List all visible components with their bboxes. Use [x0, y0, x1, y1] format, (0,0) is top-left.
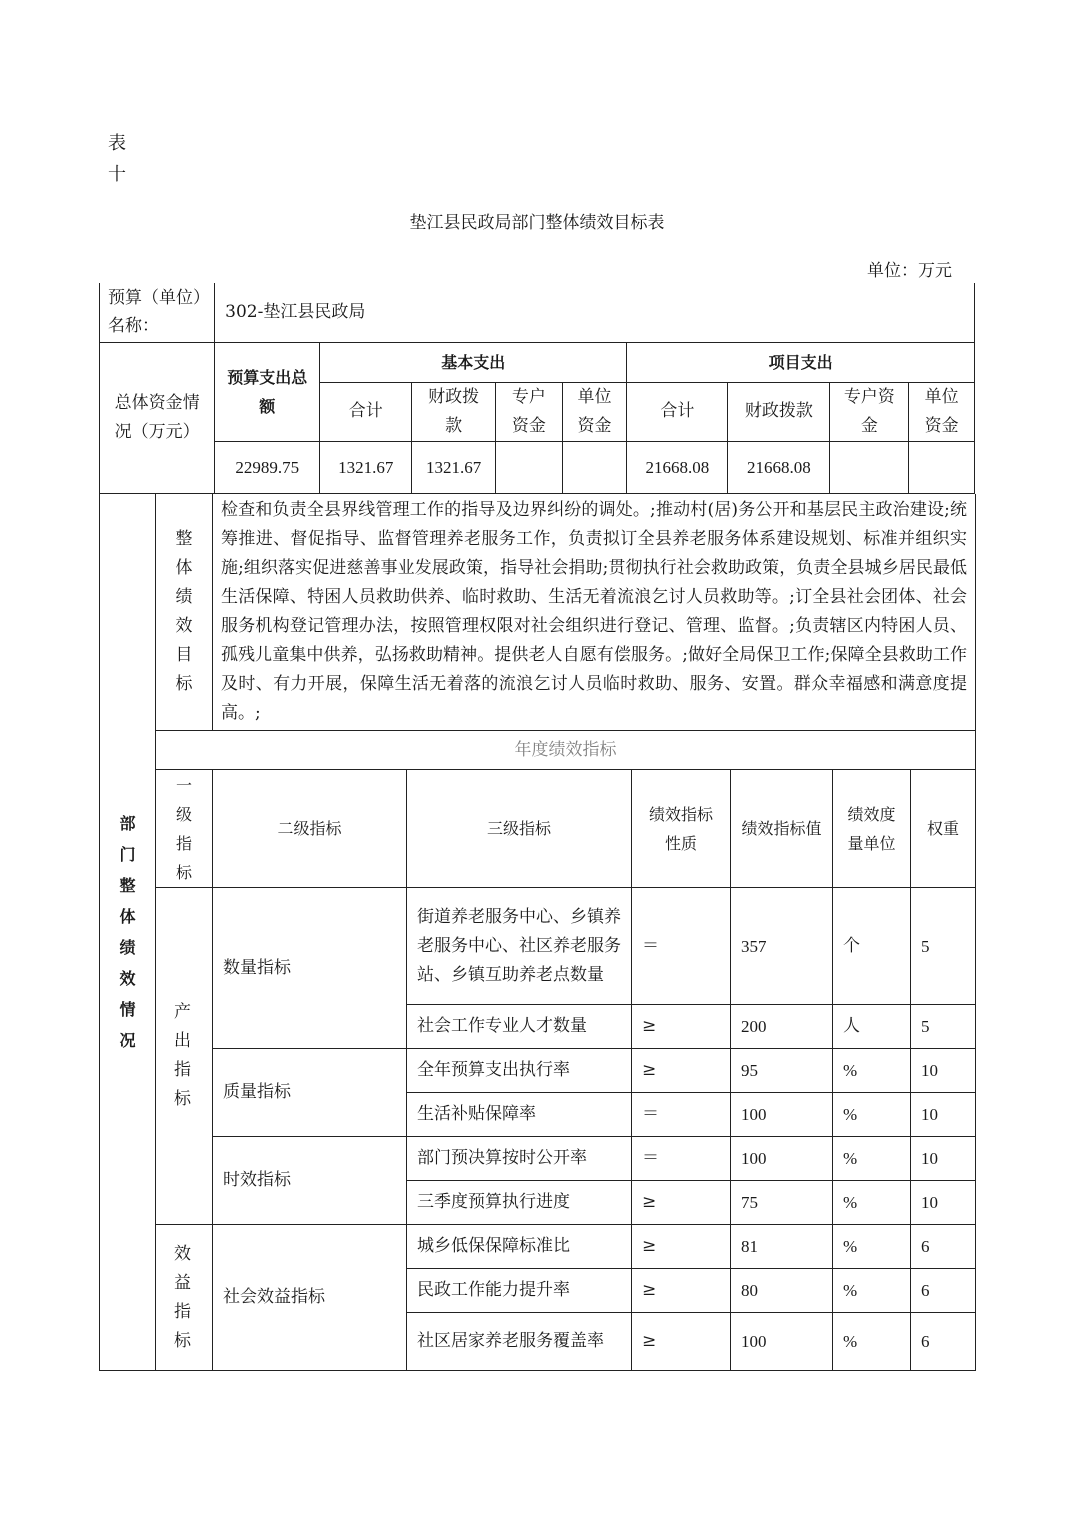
- weight-cell: 6: [911, 1313, 976, 1371]
- weight-cell: 10: [911, 1093, 976, 1137]
- weight-cell: 10: [911, 1049, 976, 1093]
- weight-cell: 5: [911, 888, 976, 1005]
- section-label: 部门整体绩效情况: [100, 494, 156, 1371]
- nature-cell: ≥: [632, 1181, 731, 1225]
- level3-cell: 民政工作能力提升率: [407, 1269, 632, 1313]
- unit-cell: %: [833, 1313, 911, 1371]
- value-cell: 80: [731, 1269, 833, 1313]
- col-weight: 权重: [911, 770, 976, 888]
- nature-cell: ≥: [632, 1049, 731, 1093]
- project-fiscal-header: 财政拨款: [728, 382, 830, 441]
- nature-cell: ＝: [632, 888, 731, 1005]
- level3-cell: 生活补贴保障率: [407, 1093, 632, 1137]
- level3-cell: 社区居家养老服务覆盖率: [407, 1313, 632, 1371]
- weight-cell: 10: [911, 1137, 976, 1181]
- weight-cell: 10: [911, 1181, 976, 1225]
- nature-cell: ≥: [632, 1225, 731, 1269]
- weight-cell: 6: [911, 1225, 976, 1269]
- unit-cell: %: [833, 1049, 911, 1093]
- unit-label: 单位：万元: [867, 261, 952, 281]
- nature-cell: ≥: [632, 1313, 731, 1371]
- weight-cell: 5: [911, 1005, 976, 1049]
- total-budget-header: 预算支出总额: [215, 342, 320, 441]
- unit-cell: %: [833, 1181, 911, 1225]
- goal-label: 整体绩效目标: [156, 494, 213, 731]
- level2-social-benefit: 社会效益指标: [213, 1225, 407, 1371]
- basic-sum-header: 合计: [320, 382, 412, 441]
- basic-unit-header: 单位资金: [562, 382, 627, 441]
- value-cell: 81: [731, 1225, 833, 1269]
- unit-cell: 人: [833, 1005, 911, 1049]
- col-nature: 绩效指标性质: [632, 770, 731, 888]
- table-row: [100, 1137, 976, 1181]
- nature-cell: ≥: [632, 1005, 731, 1049]
- level3-cell: 城乡低保保障标准比: [407, 1225, 632, 1269]
- project-unit-value: [909, 441, 975, 493]
- level2-quantity: 数量指标: [213, 888, 407, 1049]
- basic-unit-value: [562, 441, 627, 493]
- col-level2: 二级指标: [213, 770, 407, 888]
- level2-quality: 质量指标: [213, 1049, 407, 1137]
- value-cell: 100: [731, 1313, 833, 1371]
- level1-output: 产出指标: [156, 888, 213, 1225]
- value-cell: 357: [731, 888, 833, 1005]
- unit-cell: %: [833, 1225, 911, 1269]
- budget-unit-label: 预算（单位）名称：: [100, 283, 215, 342]
- basic-special-value: [496, 441, 563, 493]
- col-unit: 绩效度量单位: [833, 770, 911, 888]
- unit-cell: 个: [833, 888, 911, 1005]
- basic-fiscal-header: 财政拨款: [412, 382, 496, 441]
- table-number-char-2: 十: [108, 164, 126, 185]
- unit-cell: %: [833, 1093, 911, 1137]
- nature-cell: ＝: [632, 1093, 731, 1137]
- table-row: [100, 1225, 976, 1269]
- project-special-value: [830, 441, 909, 493]
- weight-cell: 6: [911, 1269, 976, 1313]
- basic-special-header: 专户资金: [496, 382, 563, 441]
- project-sum-header: 合计: [627, 382, 728, 441]
- table-row: [100, 888, 976, 1005]
- col-value: 绩效指标值: [731, 770, 833, 888]
- unit-cell: %: [833, 1137, 911, 1181]
- table-number-char-1: 表: [108, 133, 126, 154]
- value-cell: 100: [731, 1093, 833, 1137]
- basic-expense-header: 基本支出: [320, 342, 627, 382]
- level3-cell: 部门预决算按时公开率: [407, 1137, 632, 1181]
- unit-cell: %: [833, 1269, 911, 1313]
- project-fiscal-value: 21668.08: [728, 441, 830, 493]
- level3-cell: 全年预算支出执行率: [407, 1049, 632, 1093]
- goal-text: 检查和负责全县界线管理工作的指导及边界纠纷的调处。;推动村(居)务公开和基层民主政治建设;统筹推进、督促指导、监督管理养老服务工作，负责拟订全县养老服务体系建设规划、标准并组织实施;组织落实促进慈善事业发展政策，指导社会捐助;贯彻执行社会救助政策，负责全县城乡居民最低生活保障、特困人员救助供养、临时救助、生活无着流浪乞讨人员救助等。;订全县社会团体、社会服务机构登记管理办法，按照管理权限对社会组织进行登记、管理、监督。;负责辖区内特困人员、孤残儿童集中供养，弘扬救助精神。提供老人自愿有偿服务。;做好全局保卫工作;保障全县救助工作及时、有力开展，保障生活无着落的流浪乞讨人员临时救助、服务、安置。群众幸福感和满意度提高。;: [213, 494, 976, 731]
- level2-timeliness: 时效指标: [213, 1137, 407, 1225]
- annual-indicators-label: 年度绩效指标: [156, 731, 976, 770]
- funds-row-label: 总体资金情况（万元）: [100, 342, 215, 493]
- nature-cell: ＝: [632, 1137, 731, 1181]
- level3-cell: 社会工作专业人才数量: [407, 1005, 632, 1049]
- col-level1: 一级指标: [156, 770, 213, 888]
- level3-cell: 街道养老服务中心、乡镇养老服务中心、社区养老服务站、乡镇互助养老点数量: [407, 888, 632, 1005]
- nature-cell: ≥: [632, 1269, 731, 1313]
- budget-unit-value: 302-垫江县民政局: [215, 283, 975, 342]
- basic-fiscal-value: 1321.67: [412, 441, 496, 493]
- value-cell: 75: [731, 1181, 833, 1225]
- total-budget-value: 22989.75: [215, 441, 320, 493]
- level3-cell: 三季度预算执行进度: [407, 1181, 632, 1225]
- col-level3: 三级指标: [407, 770, 632, 888]
- value-cell: 100: [731, 1137, 833, 1181]
- basic-sum-value: 1321.67: [320, 441, 412, 493]
- page-title: 垫江县民政局部门整体绩效目标表: [409, 213, 665, 233]
- project-sum-value: 21668.08: [627, 441, 728, 493]
- funds-table: [99, 283, 975, 494]
- value-cell: 95: [731, 1049, 833, 1093]
- level1-benefit: 效益指标: [156, 1225, 213, 1371]
- project-special-header: 专户资金: [830, 382, 909, 441]
- project-unit-header: 单位资金: [909, 382, 975, 441]
- project-expense-header: 项目支出: [627, 342, 975, 382]
- value-cell: 200: [731, 1005, 833, 1049]
- table-row: [100, 1049, 976, 1093]
- performance-table: [99, 494, 976, 1371]
